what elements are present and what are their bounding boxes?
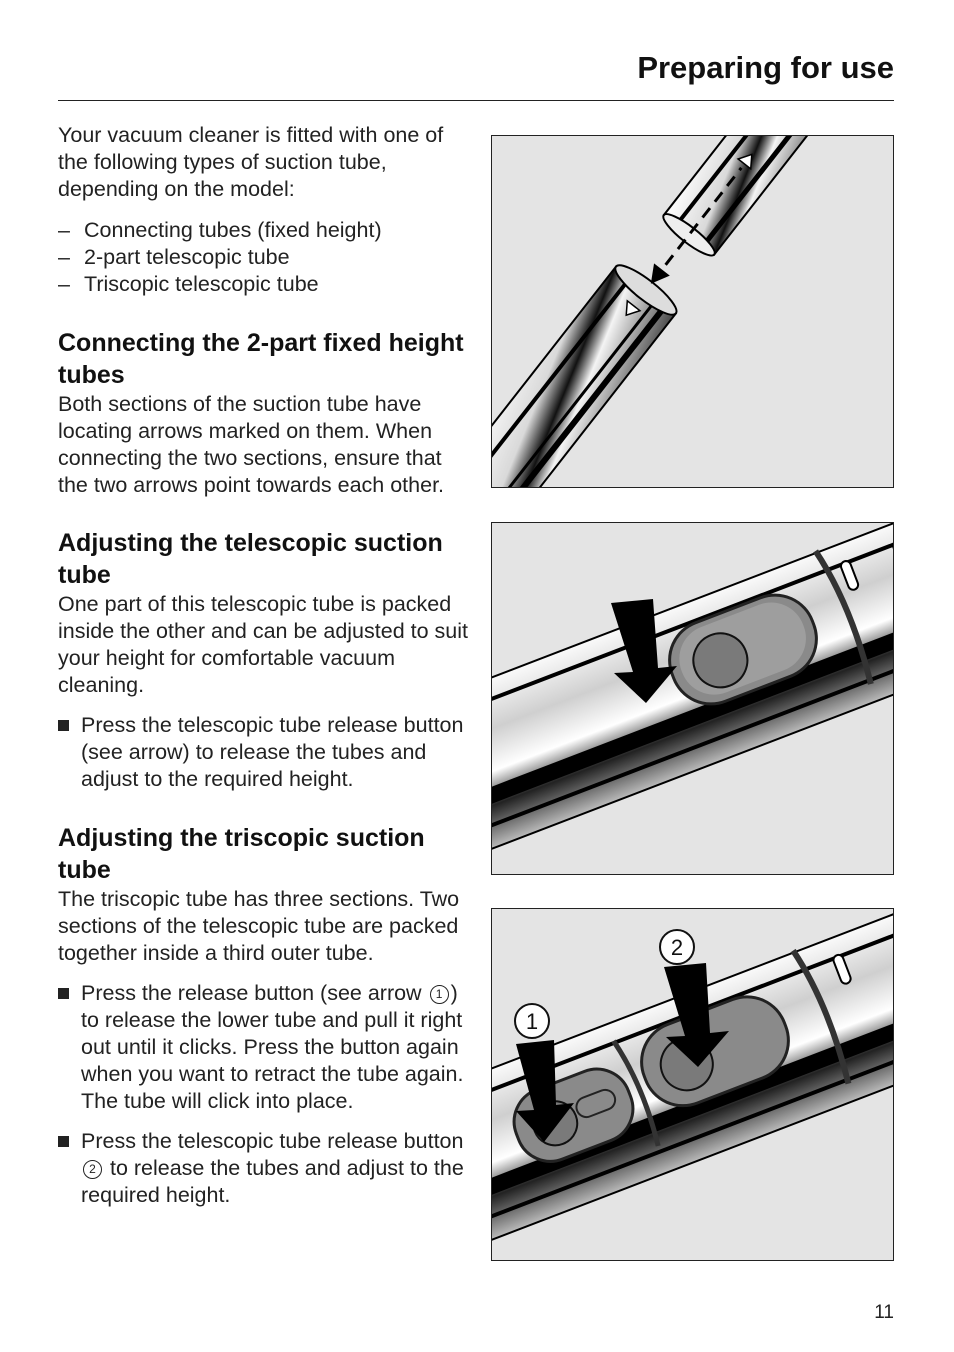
text-column: [58, 122, 468, 1209]
marker-two-label: 2: [670, 935, 684, 960]
tube-type-list: [58, 217, 468, 298]
bullet-square-icon: [58, 1136, 69, 1147]
header-divider: [58, 100, 894, 101]
section-body-telescopic: One part of this telescopic tube is packed inside the other and can be adjusted to suit your height for comfortable vacuum cleaning.: [58, 592, 468, 697]
triscopic-tube-illustration: [491, 908, 894, 1261]
section-heading-triscopic: Adjusting the triscopic suction tube: [58, 824, 425, 884]
instruction-bullet: [58, 1128, 468, 1209]
list-item: – 2-part telescopic tube: [58, 244, 468, 271]
intro-text: Your vacuum cleaner is fitted with one of the following types of suction tube, depending on the model:: [58, 123, 444, 201]
page-number: 11: [874, 1302, 894, 1323]
bullet-square-icon: [58, 988, 69, 999]
circled-two-icon: 2: [83, 1160, 102, 1179]
telescopic-tube-illustration: [491, 522, 894, 875]
section-body-fixed: Both sections of the suction tube have locating arrows marked on them. When connecting the two sections, ensure that the two arrows point towards each other.: [58, 392, 445, 497]
bullet-square-icon: [58, 720, 69, 731]
bullet-text-pre: Press the telescopic tube release button: [81, 1129, 464, 1153]
bullet-text-pre: Press the release button (see arrow: [81, 981, 428, 1005]
instruction-bullet: [58, 980, 468, 1115]
marker-one-label: 1: [525, 1009, 539, 1034]
bullet-text: Press the telescopic tube release button (see arrow) to release the tubes and adjust to the required height.: [81, 713, 464, 791]
bullet-text-post: ) to release the lower tube and pull it right out until it clicks. Press the button again when you want to retract the tube again. The tube will click into place.: [81, 981, 464, 1113]
circled-one-icon: 1: [430, 985, 449, 1004]
section-heading-fixed: Connecting the 2-part fixed height tubes: [58, 329, 464, 389]
bullet-text-post: to release the tubes and adjust to the required height.: [81, 1156, 464, 1207]
page-title: Preparing for use: [637, 50, 894, 85]
list-item: – Triscopic telescopic tube: [58, 271, 468, 298]
fixed-tube-illustration: [491, 135, 894, 488]
instruction-bullet: [58, 712, 468, 793]
list-item: – Connecting tubes (fixed height): [58, 217, 468, 244]
section-body-triscopic: The triscopic tube has three sections. Two sections of the telescopic tube are packed together inside a third outer tube.: [58, 887, 460, 965]
section-heading-telescopic: Adjusting the telescopic suction tube: [58, 529, 443, 589]
